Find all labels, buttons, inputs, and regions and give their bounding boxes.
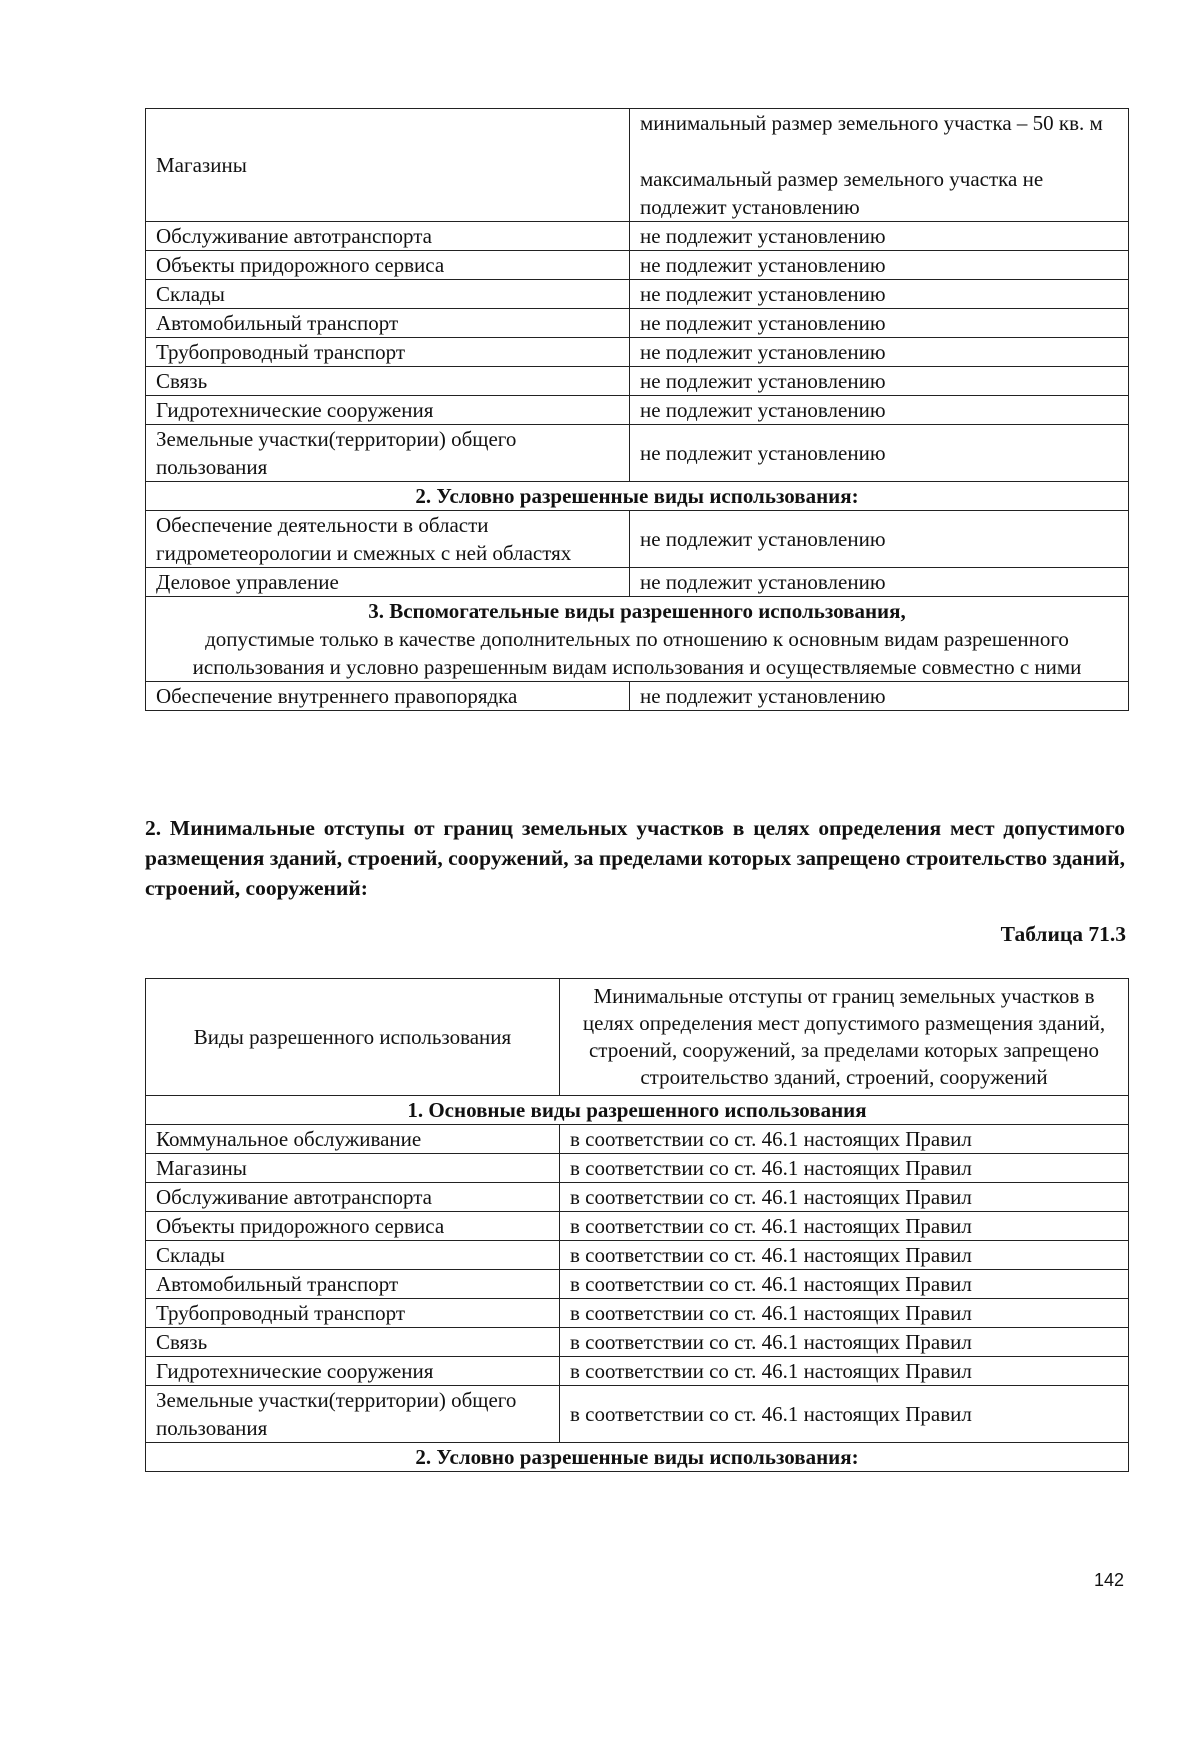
table-row	[146, 222, 1129, 251]
min-size-text: минимальный размер земельного участка – 50 кв. м	[640, 111, 1103, 135]
section-row	[146, 1096, 1129, 1125]
section-title: 1. Основные виды разрешенного использования	[146, 1096, 1129, 1125]
value-cell: не подлежит установлению	[630, 425, 1129, 482]
value-cell: не подлежит установлению	[630, 280, 1129, 309]
table-row	[146, 1212, 1129, 1241]
table-row	[146, 1270, 1129, 1299]
value-cell: в соответствии со ст. 46.1 настоящих Правил	[560, 1270, 1129, 1299]
land-size-table	[145, 108, 1129, 711]
table-row	[146, 1386, 1129, 1443]
section-title: 2. Условно разрешенные виды использования:	[146, 1443, 1129, 1472]
section-row	[146, 482, 1129, 511]
value-cell: в соответствии со ст. 46.1 настоящих Правил	[560, 1299, 1129, 1328]
use-cell: Объекты придорожного сервиса	[146, 1212, 560, 1241]
use-cell: Магазины	[146, 109, 630, 222]
table-row	[146, 568, 1129, 597]
use-cell: Объекты придорожного сервиса	[146, 251, 630, 280]
use-cell: Трубопроводный транспорт	[146, 1299, 560, 1328]
table-row	[146, 109, 1129, 222]
setback-table	[145, 978, 1129, 1472]
use-cell: Земельные участки(территории) общего пользования	[146, 425, 630, 482]
section-heading: 2. Минимальные отступы от границ земельных участков в целях определения мест допустимого размещения зданий, строений, сооружений, за пределами которых запрещено строительство зданий, строений, сооружений:	[145, 816, 1125, 900]
section-title: 3. Вспомогательные виды разрешенного использования,	[368, 599, 906, 623]
table-row	[146, 309, 1129, 338]
value-cell: в соответствии со ст. 46.1 настоящих Правил	[560, 1212, 1129, 1241]
value-cell: в соответствии со ст. 46.1 настоящих Правил	[560, 1386, 1129, 1443]
value-cell: не подлежит установлению	[630, 251, 1129, 280]
use-cell: Магазины	[146, 1154, 560, 1183]
value-cell: в соответствии со ст. 46.1 настоящих Правил	[560, 1154, 1129, 1183]
value-cell: не подлежит установлению	[630, 222, 1129, 251]
value-cell: в соответствии со ст. 46.1 настоящих Правил	[560, 1125, 1129, 1154]
table-row	[146, 1125, 1129, 1154]
value-cell: в соответствии со ст. 46.1 настоящих Правил	[560, 1328, 1129, 1357]
value-cell: не подлежит установлению	[630, 511, 1129, 568]
table-row	[146, 511, 1129, 568]
table-row	[146, 1183, 1129, 1212]
section-title: 2. Условно разрешенные виды использования:	[146, 482, 1129, 511]
use-cell: Земельные участки(территории) общего пользования	[146, 1386, 560, 1443]
value-cell: в соответствии со ст. 46.1 настоящих Правил	[560, 1241, 1129, 1270]
table-row	[146, 1241, 1129, 1270]
use-cell: Автомобильный транспорт	[146, 309, 630, 338]
header-setback: Минимальные отступы от границ земельных участков в целях определения мест допустимого размещения зданий, строений, сооружений, за пределами которых запрещено строительство зданий, строений, сооружений	[560, 979, 1129, 1096]
table-row	[146, 1299, 1129, 1328]
use-cell: Гидротехнические сооружения	[146, 396, 630, 425]
use-cell: Склады	[146, 1241, 560, 1270]
value-cell: в соответствии со ст. 46.1 настоящих Правил	[560, 1183, 1129, 1212]
table-row	[146, 1154, 1129, 1183]
table-row	[146, 396, 1129, 425]
table-caption: Таблица 71.3	[1000, 922, 1126, 946]
table-row	[146, 682, 1129, 711]
page-number: 142	[1093, 1570, 1124, 1590]
use-cell: Склады	[146, 280, 630, 309]
value-cell: не подлежит установлению	[630, 338, 1129, 367]
value-cell: не подлежит установлению	[630, 396, 1129, 425]
header-row	[146, 979, 1129, 1096]
use-cell: Обслуживание автотранспорта	[146, 222, 630, 251]
use-cell: Трубопроводный транспорт	[146, 338, 630, 367]
section-row	[146, 597, 1129, 682]
use-cell: Обеспечение деятельности в области гидрометеорологии и смежных с ней областях	[146, 511, 630, 568]
use-cell: Коммунальное обслуживание	[146, 1125, 560, 1154]
use-cell: Деловое управление	[146, 568, 630, 597]
value-cell: не подлежит установлению	[630, 682, 1129, 711]
section-subtitle: допустимые только в качестве дополнительных по отношению к основным видам разрешенного использования и условно разрешенным видам использования и осуществляемые совместно с ними	[192, 627, 1082, 679]
table-row	[146, 367, 1129, 396]
table-row	[146, 251, 1129, 280]
table-row	[146, 1357, 1129, 1386]
value-cell: не подлежит установлению	[630, 309, 1129, 338]
use-cell: Обслуживание автотранспорта	[146, 1183, 560, 1212]
value-cell	[630, 109, 1129, 222]
section-row	[146, 1443, 1129, 1472]
use-cell: Обеспечение внутреннего правопорядка	[146, 682, 630, 711]
use-cell: Связь	[146, 1328, 560, 1357]
max-size-text: максимальный размер земельного участка не подлежит установлению	[640, 167, 1044, 219]
table-row	[146, 280, 1129, 309]
value-cell: в соответствии со ст. 46.1 настоящих Правил	[560, 1357, 1129, 1386]
table-row	[146, 1328, 1129, 1357]
table-row	[146, 425, 1129, 482]
section-block	[146, 597, 1129, 682]
value-cell: не подлежит установлению	[630, 568, 1129, 597]
header-use: Виды разрешенного использования	[146, 979, 560, 1096]
table-row	[146, 338, 1129, 367]
use-cell: Гидротехнические сооружения	[146, 1357, 560, 1386]
use-cell: Автомобильный транспорт	[146, 1270, 560, 1299]
value-cell: не подлежит установлению	[630, 367, 1129, 396]
use-cell: Связь	[146, 367, 630, 396]
